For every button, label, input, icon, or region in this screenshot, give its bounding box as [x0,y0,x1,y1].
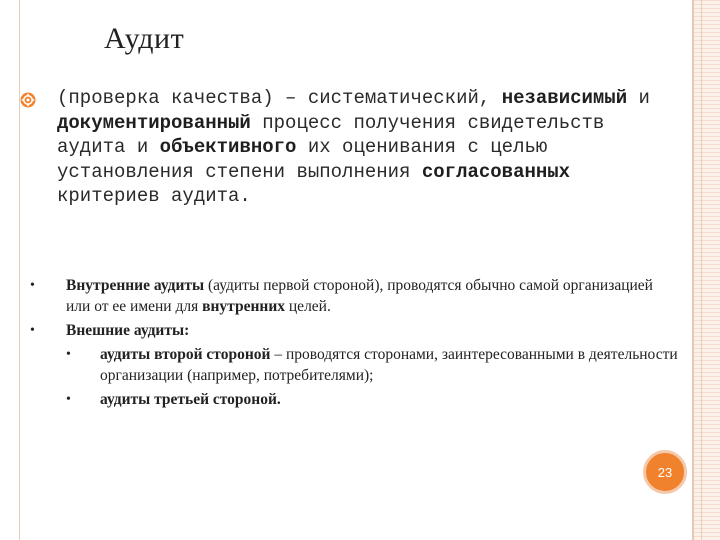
item-text: целей. [285,298,331,315]
item-bold-text: Внешние аудиты: [66,322,190,339]
main-bold-segment: согласованных [421,160,571,183]
bullet-dot: • [66,347,71,362]
item-bold-text: аудиты второй стороной [100,346,271,363]
audit-types-list [28,275,678,413]
main-bullet-text [57,86,670,209]
item-bold-text: Внутренние аудиты [66,277,205,294]
list-item-third-party [28,389,678,410]
item-text: (аудиты первой стороной), проводятся обычно самой организацией или от ее имени для [66,277,653,315]
item-text: – проводятся сторонами, заинтересованными в деятельности организации (например, потребителями); [100,346,678,384]
main-bold-segment: независимый [501,87,628,109]
gear-icon [20,92,36,108]
bullet-dot: • [66,392,71,407]
item-bold-text: аудиты третьей стороной. [100,391,281,408]
page-number-badge: 23 [643,450,687,494]
list-item-external-audits [28,320,678,341]
list-item-second-party [28,344,678,386]
list-item-internal-audits [28,275,678,317]
item-bold-text: внутренних [202,298,286,315]
bullet-dot: • [30,278,35,293]
right-decorative-border [692,0,720,540]
main-text-segment: их оценивания с целью установления степени выполнения [57,136,548,183]
main-bold-segment: документированный [57,111,251,134]
left-decorative-line [19,0,20,540]
slide-title: Аудит [104,22,185,55]
main-bullet [20,86,670,209]
main-text-segment: (проверка качества) – систематический, [57,87,502,109]
bullet-dot: • [30,323,35,338]
main-text-segment: процесс получения свидетельств аудита и [57,111,605,159]
main-text-segment: и [627,87,650,109]
main-text-segment: критериев аудита. [57,185,251,208]
main-bold-segment: объективного [159,136,297,159]
